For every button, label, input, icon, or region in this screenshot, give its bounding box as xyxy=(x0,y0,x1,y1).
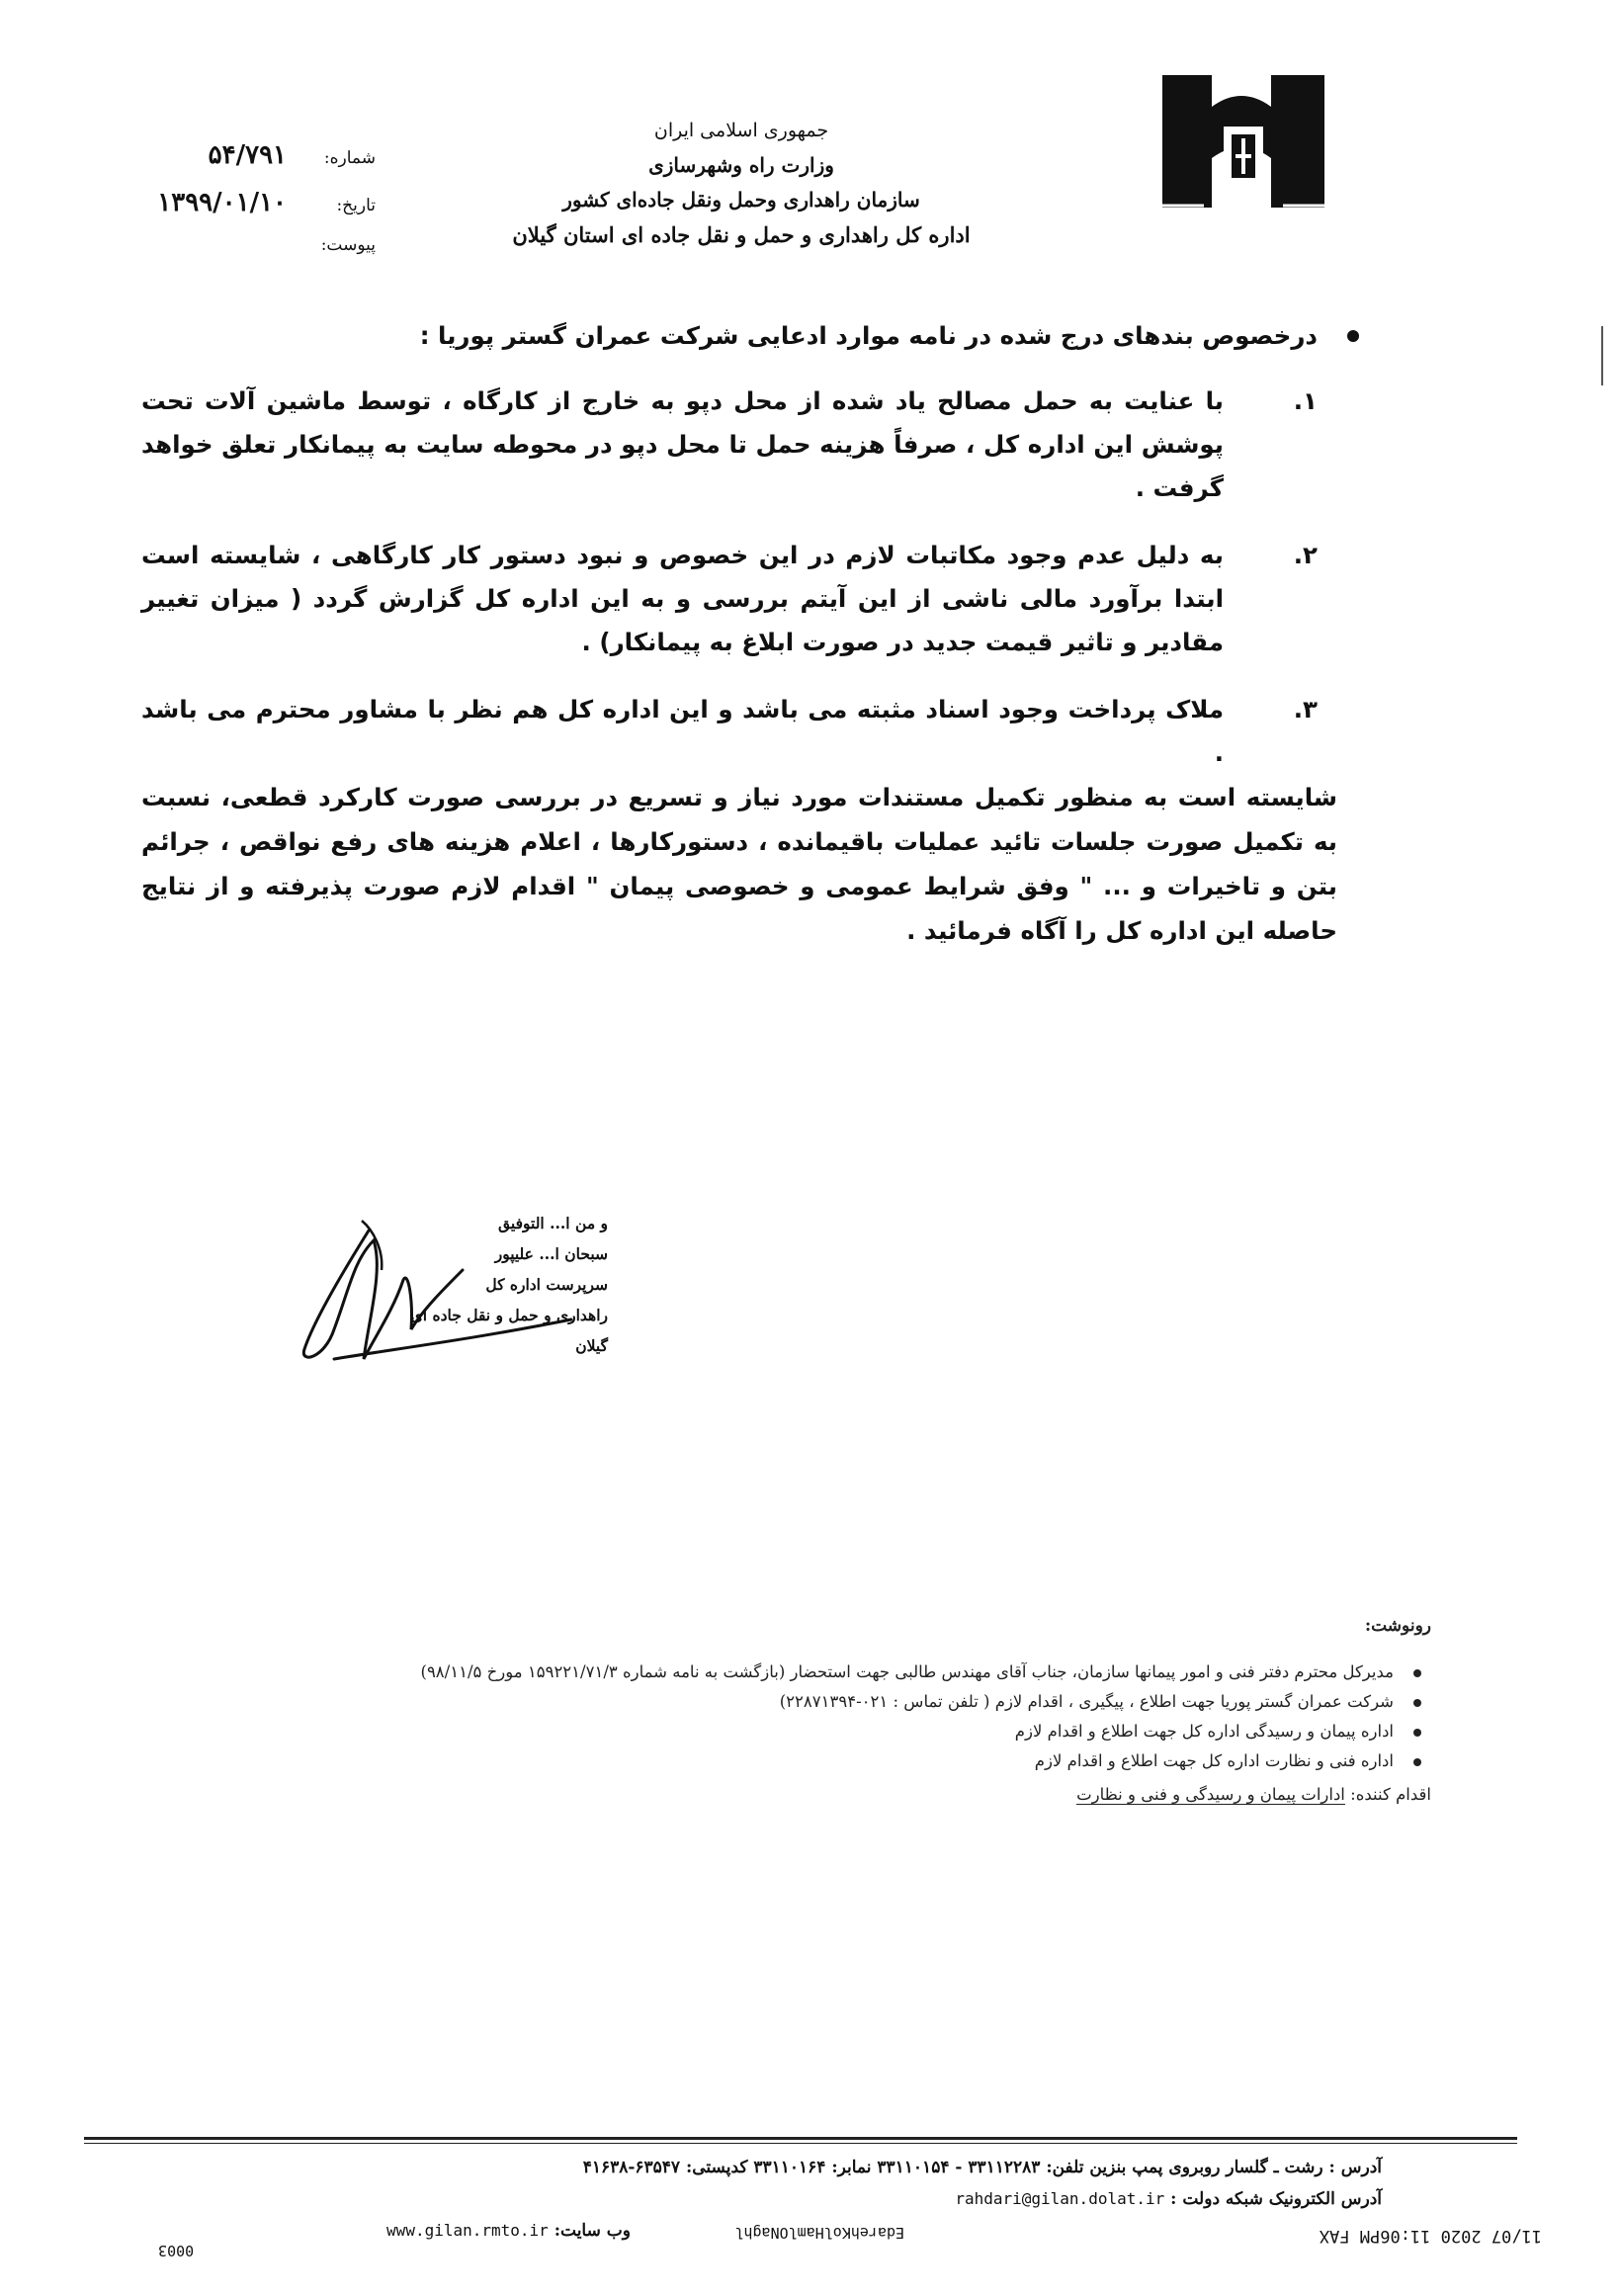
body-item-2 xyxy=(141,534,1318,664)
footer-email-line xyxy=(146,2183,1382,2215)
item-number: ۳. xyxy=(1293,695,1318,723)
list-item: اداره فنی و نظارت اداره کل جهت اطلاع و اقدام لازم xyxy=(156,1746,1394,1776)
item-text: به دلیل عدم وجود مکاتبات لازم در این خصوص و نبود دستور کار کارگاهی ، شایسته است ابتدا برآورد مالی ناشی از این آیتم بررسی و به این اداره کل گزارش گردد ( میزان تغییر مقادیر و تاثیر قیمت جدید در صورت ابلاغ به پیمانکار) . xyxy=(141,541,1224,656)
signer-title: سرپرست اداره کل xyxy=(485,1275,608,1294)
item-number: ۲. xyxy=(1293,541,1318,569)
body-item-1 xyxy=(141,380,1318,510)
attachment-row xyxy=(128,235,376,283)
signer-department: راهداری و حمل و نقل جاده ای گیلان xyxy=(410,1306,608,1355)
fax-header: 11/07 2020 11:06PM FAX xyxy=(1319,2226,1542,2246)
closing-paragraph: شایسته است به منظور تکمیل مستندات مورد نیاز و تسریع در بررسی صورت کارکرد قطعی، نسبت به تکمیل صورت جلسات تائید عملیات باقیمانده ، دستورکارها ، اعلام هزینه های رفع نواقص ، جرائم بتن و تاخیرات و ... " وفق شرایط عمومی و خصوصی پیمان " اقدام لازم صورت پذیرفته و از نتایج حاصله این اداره کل را آگاه فرمائید . xyxy=(141,783,1337,945)
department-name: اداره کل راهداری و حمل و نقل جاده ای استان گیلان xyxy=(512,222,971,247)
date-label: تاریخ: xyxy=(336,196,376,215)
list-item: شرکت عمران گستر پوریا جهت اطلاع ، پیگیری ، اقدام لازم ( تلفن تماس : ۰۲۱-۲۲۸۷۱۳۹۴) xyxy=(156,1687,1394,1717)
footer-divider xyxy=(84,2137,1517,2140)
ministry-name: وزارت راه وشهرسازی xyxy=(648,153,834,177)
letter-meta xyxy=(128,140,376,283)
signer-name: سبحان ا... علیپور xyxy=(494,1244,608,1263)
date-value: ۱۳۹۹/۰۱/۱۰ xyxy=(157,188,287,217)
body-intro xyxy=(141,314,1318,358)
date-row xyxy=(128,188,376,235)
email-label: آدرس الکترونیک شبکه دولت : xyxy=(1170,2189,1382,2209)
organization-logo-icon xyxy=(1154,67,1332,215)
item-text: ملاک پرداخت وجود اسناد مثبته می باشد و این اداره کل هم نظر با مشاور محترم می باشد . xyxy=(141,695,1224,767)
copies-section xyxy=(156,1616,1431,1810)
bullet-icon xyxy=(1347,330,1359,342)
list-item: اداره پیمان و رسیدگی اداره کل جهت اطلاع و اقدام لازم xyxy=(156,1717,1394,1746)
letter-body xyxy=(141,314,1337,953)
item-number: ۱. xyxy=(1293,386,1318,415)
number-row xyxy=(128,140,376,188)
email-address: rahdari@gilan.dolat.ir xyxy=(955,2189,1165,2208)
action-value: ادارات پیمان و رسیدگی و فنی و نظارت xyxy=(1076,1785,1345,1804)
body-item-3 xyxy=(141,688,1318,775)
signature-closing: و من ا... التوفیق xyxy=(498,1214,608,1233)
agency-header xyxy=(474,114,1008,252)
item-text: با عنایت به حمل مصالح یاد شده از محل دپو به خارج از کارگاه ، توسط ماشین آلات تحت پوشش این اداره کل ، صرفاً هزینه حمل تا محل دپو در محوطه سایت به پیمانکار تعلق خواهد گرفت . xyxy=(141,386,1224,502)
action-label: اقدام کننده: xyxy=(1350,1785,1431,1804)
scan-edge-mark xyxy=(1601,326,1603,385)
fax-page-number: 0003 xyxy=(158,2242,195,2259)
footer-address: آدرس : رشت ـ گلسار روبروی پمپ بنزین تلفن: ۳۳۱۱۲۲۸۳ - ۳۳۱۱۰۱۵۴ نمابر: ۳۳۱۱۰۱۶۴ کدپستی: ۶۳۵۴۷-۴۱۶۳۸ xyxy=(582,2158,1382,2177)
number-value: ۵۴/۷۹۱ xyxy=(208,140,287,170)
country-name: جمهوری اسلامی ایران xyxy=(653,120,829,141)
web-label: وب سایت: xyxy=(554,2221,631,2241)
footer-divider-thin xyxy=(84,2143,1517,2144)
copies-list xyxy=(156,1658,1431,1776)
intro-text: درخصوص بندهای درج شده در نامه موارد ادعایی شرکت عمران گستر پوریا : xyxy=(419,321,1318,350)
action-line xyxy=(156,1780,1431,1810)
list-item: مدیرکل محترم دفتر فنی و امور پیمانها سازمان، جناب آقای مهندس طالبی جهت استحضار (بازگشت به نامه شماره ۱۵۹۲۲۱/۷۱/۳ مورخ ۹۸/۱۱/۵) xyxy=(156,1658,1394,1687)
website: www.gilan.rmto.ir xyxy=(386,2221,549,2240)
fax-sender-id: EdarehKolHamlONaghl xyxy=(734,2224,904,2242)
organization-name: سازمان راهداری وحمل ونقل جاده‌ای کشور xyxy=(562,188,920,212)
copies-title: رونوشت: xyxy=(1364,1616,1431,1636)
signature-block xyxy=(381,1208,608,1361)
attachment-label: پیوست: xyxy=(320,235,376,255)
number-label: شماره: xyxy=(323,148,376,168)
